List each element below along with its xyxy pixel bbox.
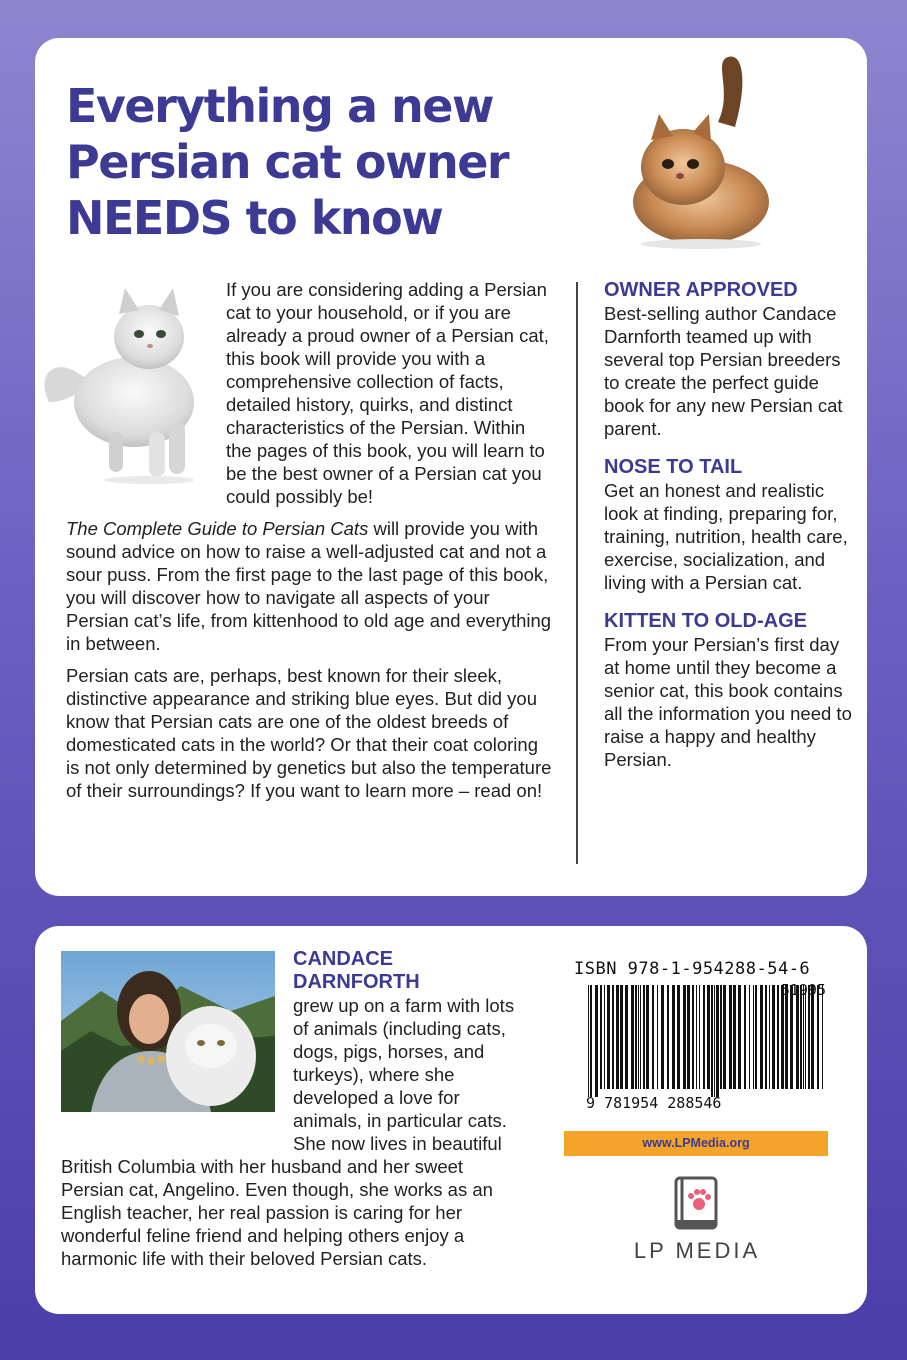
feature-text-owner-approved: Best-selling author Candace Darnforth teamed up with several top Persian breeders to create the perfect guide book for any new Persian cat parent. (604, 303, 843, 439)
barcode-bar (777, 985, 779, 1089)
feature-text-nose-to-tail: Get an honest and realistic look at finding, preparing for, training, nutrition, health care, exercise, socialization, and living with a Persian cat. (604, 480, 848, 593)
barcode-bar (607, 985, 610, 1089)
barcode-bar (631, 985, 634, 1089)
barcode-bar (667, 985, 669, 1089)
barcode-bar (753, 985, 754, 1089)
column-divider (576, 282, 578, 864)
barcode-bar (687, 985, 690, 1089)
barcode-bar (692, 985, 694, 1089)
barcode-bar (803, 985, 804, 1089)
feature-title-owner-approved: OWNER APPROVED (604, 279, 798, 301)
book-advice-paragraph (66, 517, 556, 655)
barcode-bar (661, 985, 664, 1089)
barcode-bar (604, 985, 605, 1089)
book-advice-text: will provide you with sound advice on how to raise a well-adjusted cat and not a sour puss. From the first page to the last page of this book, you will discover how to navigate all aspects of your Persian cat’s life, from kittenhood to old age and everything in between. (66, 518, 552, 654)
barcode-bar (716, 985, 719, 1097)
barcode-bar (638, 985, 639, 1089)
feature-sidebar (604, 278, 854, 786)
barcode-bar (612, 985, 614, 1089)
publisher-name: LP MEDIA (633, 1238, 761, 1263)
author-bio (61, 948, 516, 1270)
barcode-bar (699, 985, 700, 1089)
barcode-bar (672, 985, 675, 1089)
isbn-number: ISBN 978-1-954288-54-6 (574, 959, 811, 979)
barcode-bar (755, 985, 757, 1089)
barcode-bar (600, 985, 602, 1089)
barcode-bar (785, 985, 788, 1089)
book-title: The Complete Guide to Persian Cats (66, 518, 369, 539)
headline-line-1: Everything a new (66, 79, 493, 133)
barcode-bar (714, 985, 715, 1097)
barcode-bar (723, 985, 726, 1089)
barcode-bar (625, 985, 628, 1089)
headline-line-3: NEEDS to know (66, 191, 443, 245)
barcode-bar (811, 985, 814, 1089)
author-name: CANDACE DARNFORTH (293, 948, 420, 993)
feature-title-kitten-to-old-age: KITTEN TO OLD-AGE (604, 610, 807, 632)
barcode-bar (790, 985, 793, 1089)
barcode-bar (696, 985, 697, 1089)
back-cover-description-card (35, 38, 867, 896)
headline (66, 78, 508, 246)
barcode-bar (588, 985, 589, 1097)
barcode-bar (808, 985, 810, 1089)
barcode-bar (677, 985, 680, 1089)
barcode-bar (652, 985, 654, 1089)
price-code: 51995 (780, 981, 826, 999)
barcode-bar (817, 985, 819, 1089)
barcode-bar (800, 985, 802, 1089)
barcode-bar (796, 985, 799, 1089)
barcode-bar (616, 985, 619, 1089)
book-paw-logo-icon (672, 1176, 720, 1232)
barcode-bar (590, 985, 592, 1097)
barcode-bar (772, 985, 775, 1089)
barcode-bar (595, 985, 598, 1097)
barcode-bar (738, 985, 741, 1089)
barcode-bar (703, 985, 705, 1089)
barcode-bar (657, 985, 658, 1089)
orange-kitten-image (623, 52, 773, 250)
barcode-bar (805, 985, 806, 1089)
barcode-bar (822, 985, 823, 1089)
intro-paragraph: If you are considering adding a Persian cat to your household, or if you are already a proud owner of a Persian cat, this book will provide you with a comprehensive collection of facts, detailed history, quirks, and distinct characteristics of the Persian. Within the pages of this book, you will learn to be the best owner of a Persian cat you could possibly be! (226, 279, 549, 507)
barcode-bar (733, 985, 736, 1089)
barcode-bar (707, 985, 710, 1089)
author-and-barcode-card (35, 926, 867, 1314)
barcode-bar (769, 985, 770, 1089)
barcode-bar (729, 985, 732, 1089)
barcode-bar (781, 985, 784, 1089)
barcode-bar (635, 985, 637, 1089)
barcode-bar (620, 985, 623, 1089)
persian-facts-paragraph: Persian cats are, perhaps, best known for their sleek, distinctive appearance and striking blue eyes. But did you know that Persian cats are one of the oldest breeds of domesticated cats in the world? Or that their coat coloring is not only determined by genetics but also the temperature of their surroundings? If you want to learn more – read on! (66, 665, 552, 801)
barcode-bar (749, 985, 750, 1089)
barcode-bar (765, 985, 767, 1089)
barcode-bar (643, 985, 645, 1089)
feature-text-kitten-to-old-age: From your Persian’s first day at home until they become a senior cat, this book contains all the information you need to raise a happy and healthy Persian. (604, 634, 852, 770)
barcode-bar (760, 985, 763, 1089)
publisher-url[interactable]: www.LPMedia.org (564, 1131, 828, 1156)
ean-digits: 9 781954 288546 (586, 1094, 722, 1111)
feature-title-nose-to-tail: NOSE TO TAIL (604, 456, 743, 478)
barcode-bar (711, 985, 713, 1097)
barcode (584, 981, 830, 1111)
barcode-bar (683, 985, 686, 1089)
barcode-bar (720, 985, 722, 1089)
headline-line-2: Persian cat owner (66, 135, 509, 189)
barcode-bar (744, 985, 746, 1089)
author-bio-text: grew up on a farm with lots of animals (including cats, dogs, pigs, horses, and turkeys), where she developed a love for animals, in particular cats. She now lives in beautiful British Columbia with her husband and her sweet Persian cat, Angelino. Even though, she works as an English teacher, her real passion is caring for her wonderful feline friend and helping others enjoy a harmonic life with their beloved Persian cats. (61, 995, 515, 1269)
main-description (66, 278, 556, 811)
barcode-bar (646, 985, 649, 1089)
barcode-bar (640, 985, 641, 1089)
